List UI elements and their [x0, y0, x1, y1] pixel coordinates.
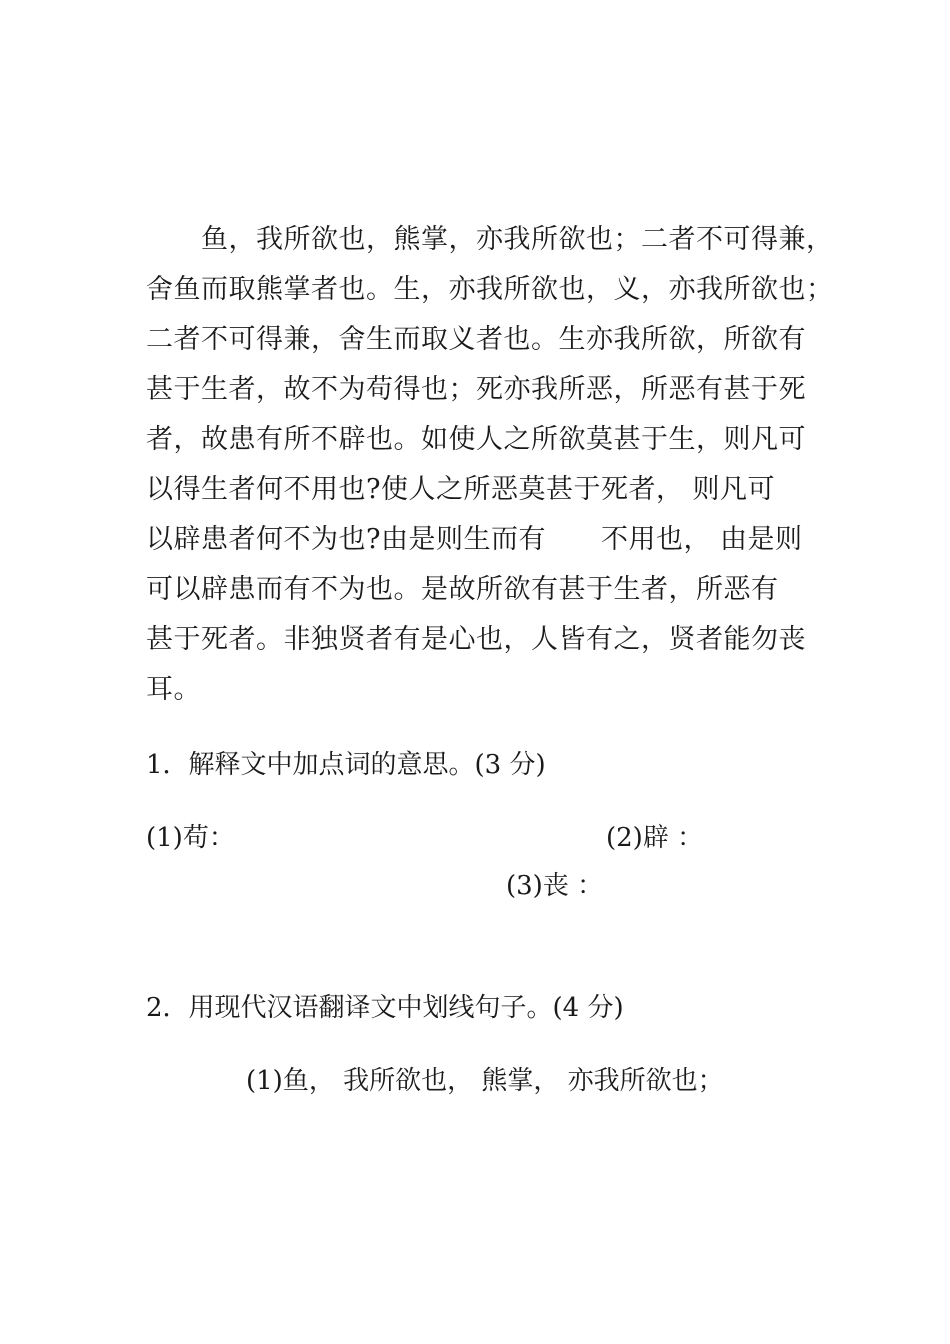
passage-line-3: 二者不可得兼，舍生而取义者也。生亦我所欲，所欲有	[146, 324, 806, 355]
passage-line-8: 可以辟患而有不为也。是故所欲有甚于生者，所恶有	[146, 574, 779, 605]
question-2-title: 2．用现代汉语翻译文中划线句子。(4 分)	[146, 993, 624, 1023]
passage-line-7: 以辟患者何不为也?由是则生而有 不用也， 由是则	[146, 524, 803, 555]
passage-line-6: 以得生者何不用也?使人之所恶莫甚于死者， 则凡可	[146, 474, 776, 505]
passage-line-4: 甚于生者，故不为苟得也；死亦我所恶，所恶有甚于死	[146, 374, 806, 405]
passage-line-1: 鱼，我所欲也，熊掌，亦我所欲也；二者不可得兼，	[146, 224, 834, 255]
question-1-item-1: (1)苟：	[146, 823, 235, 853]
passage-line-9: 甚于死者。非独贤者有是心也，人皆有之，贤者能勿丧	[146, 624, 806, 655]
passage-line-2: 舍鱼而取熊掌者也。生，亦我所欲也，义，亦我所欲也；	[146, 274, 834, 305]
question-1-item-3: (3)丧 ：	[506, 871, 604, 901]
question-2-item-1: (1)鱼， 我所欲也， 熊掌， 亦我所欲也；	[246, 1066, 724, 1096]
passage-line-5: 者，故患有所不辟也。如使人之所欲莫甚于生，则凡可	[146, 424, 806, 455]
passage-line-10: 耳。	[146, 674, 201, 705]
question-1-title: 1．解释文中加点词的意思。(3 分)	[146, 750, 546, 780]
question-1-item-2: (2)辟 ：	[606, 823, 704, 853]
